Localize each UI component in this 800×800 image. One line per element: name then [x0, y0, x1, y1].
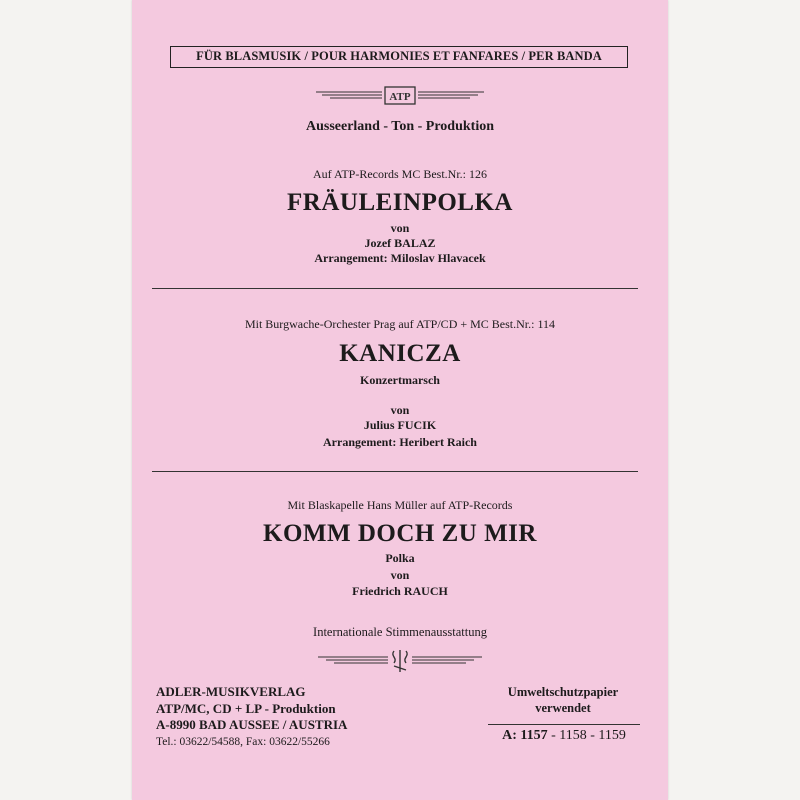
divider-1: [152, 288, 638, 289]
piece2-title: KANICZA: [339, 340, 461, 367]
ensemble-banner: FÜR BLASMUSIK / POUR HARMONIES ET FANFARES / PER BANDA: [170, 46, 628, 68]
piece1-von: von: [390, 221, 410, 235]
piece2-note: Mit Burgwache-Orchester Prag auf ATP/CD + MC Best.Nr.: 114: [244, 317, 556, 331]
piece3-note: Mit Blaskapelle Hans Müller auf ATP-Records: [287, 498, 513, 512]
publisher-block: [156, 684, 347, 750]
publisher-production: ATP/MC, CD + LP - Produktion: [156, 700, 336, 716]
stimmen-label: Internationale Stimmenausstattung: [313, 625, 487, 639]
piece2-composer: Julius FUCIK: [363, 418, 437, 432]
ornament-atp-logo: [132, 86, 668, 106]
publisher-contact: Tel.: 03622/54588, Fax: 03622/55266: [156, 735, 330, 748]
piece2-arrangement: Arrangement: Heribert Raich: [323, 435, 477, 449]
piece3-von: von: [390, 568, 410, 582]
eco-note: [488, 684, 638, 716]
production-label: Ausseerland - Ton - Produktion: [305, 119, 494, 134]
catalog-numbers: [488, 724, 640, 745]
publisher-name: ADLER-MUSIKVERLAG: [156, 684, 306, 699]
piece2-subtitle: Konzertmarsch: [360, 373, 440, 387]
catalog-main-number: A: 1157: [502, 728, 548, 743]
piece3-subtitle: Polka: [385, 551, 415, 565]
piece2-von: von: [390, 403, 410, 417]
piece1-arrangement: Arrangement: Miloslav Hlavacek: [314, 251, 486, 265]
music-cover-sheet: [132, 0, 668, 800]
piece3-title: KOMM DOCH ZU MIR: [263, 520, 537, 547]
ornament-bottom: [132, 648, 668, 674]
piece1-note: Auf ATP-Records MC Best.Nr.: 126: [313, 167, 487, 181]
divider-2: [152, 471, 638, 472]
publisher-address: A-8990 BAD AUSSEE / AUSTRIA: [156, 717, 348, 732]
catalog-other-numbers: - 1158 - 1159: [547, 728, 626, 743]
eco-line-2: verwendet: [535, 701, 591, 715]
piece1-title: FRÄULEINPOLKA: [287, 189, 513, 216]
piece3-composer: Friedrich RAUCH: [352, 584, 448, 598]
piece1-composer: Jozef BALAZ: [364, 236, 436, 250]
eco-line-1: Umweltschutzpapier: [507, 685, 619, 699]
atp-logo-text: ATP: [389, 91, 411, 103]
